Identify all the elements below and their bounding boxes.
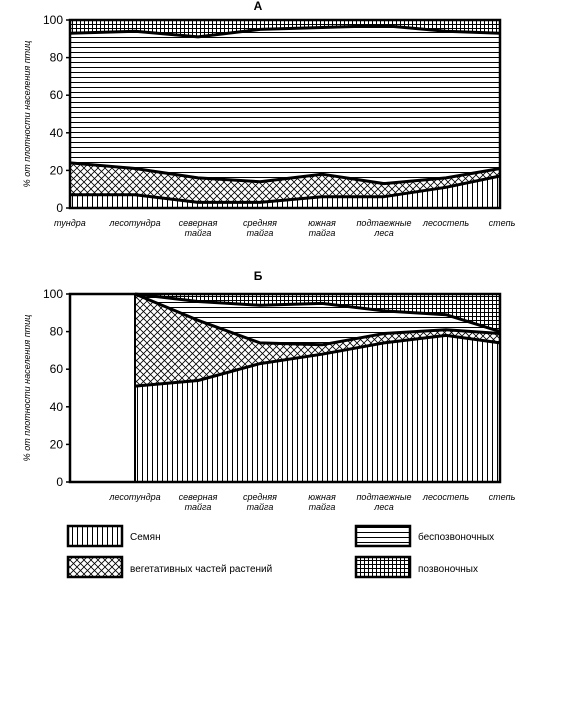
legend-label: беспозвоночных bbox=[418, 532, 495, 543]
y-axis-label: % от плотности населения птиц bbox=[22, 40, 32, 188]
chart-title: А bbox=[253, 0, 263, 13]
x-category-label: тайга bbox=[308, 502, 336, 512]
y-tick-label: 100 bbox=[42, 13, 63, 27]
legend-swatch-crosshatch bbox=[68, 557, 122, 577]
legend-swatch-horizontal-lines bbox=[356, 526, 410, 546]
area-series-3 bbox=[70, 26, 500, 184]
legend bbox=[68, 526, 494, 577]
chart-title: Б bbox=[253, 269, 263, 283]
legend-swatch-grid bbox=[356, 557, 410, 577]
y-tick-label: 20 bbox=[49, 163, 63, 178]
x-category-label: северная bbox=[178, 492, 218, 502]
y-tick-label: 20 bbox=[49, 437, 63, 452]
x-category-label: лесотундра bbox=[109, 492, 161, 502]
y-axis-label: % от плотности населения птиц bbox=[22, 314, 32, 462]
legend-label: позвоночных bbox=[418, 564, 478, 575]
x-category-label: тайга bbox=[184, 502, 212, 512]
y-tick-label: 0 bbox=[56, 201, 63, 215]
y-tick-label: 40 bbox=[49, 125, 63, 140]
x-category-label: южная bbox=[308, 492, 336, 502]
x-category-label: тайга bbox=[184, 228, 212, 238]
legend-label: вегетативных частей растений bbox=[130, 564, 273, 575]
x-category-label: тундра bbox=[54, 218, 86, 228]
x-category-label: южная bbox=[308, 218, 336, 228]
y-tick-label: 80 bbox=[49, 324, 63, 339]
x-category-label: тайга bbox=[246, 502, 274, 512]
legend-label: Семян bbox=[130, 532, 161, 543]
x-category-label: средняя bbox=[243, 492, 277, 502]
x-category-label: леса bbox=[374, 502, 394, 512]
x-category-label: леса bbox=[374, 228, 394, 238]
y-tick-label: 80 bbox=[49, 50, 63, 65]
y-tick-label: 100 bbox=[42, 287, 63, 301]
x-category-label: лесотундра bbox=[109, 218, 161, 228]
x-category-label: тайга bbox=[308, 228, 336, 238]
chart-panel-a bbox=[22, 0, 516, 238]
x-category-label: подтаежные bbox=[356, 218, 412, 228]
x-category-label: лесостепь bbox=[422, 492, 470, 502]
y-tick-label: 0 bbox=[56, 475, 63, 489]
x-category-label: степь bbox=[488, 218, 516, 228]
y-tick-label: 60 bbox=[49, 88, 63, 103]
x-category-label: тайга bbox=[246, 228, 274, 238]
x-category-label: северная bbox=[178, 218, 218, 228]
chart-panel-b bbox=[22, 269, 516, 512]
x-category-label: подтаежные bbox=[356, 492, 412, 502]
y-tick-label: 40 bbox=[49, 399, 63, 414]
x-category-label: средняя bbox=[243, 218, 277, 228]
x-category-label: лесостепь bbox=[422, 218, 470, 228]
legend-swatch-vertical-lines bbox=[68, 526, 122, 546]
y-tick-label: 60 bbox=[49, 362, 63, 377]
x-category-label: степь bbox=[488, 492, 516, 502]
